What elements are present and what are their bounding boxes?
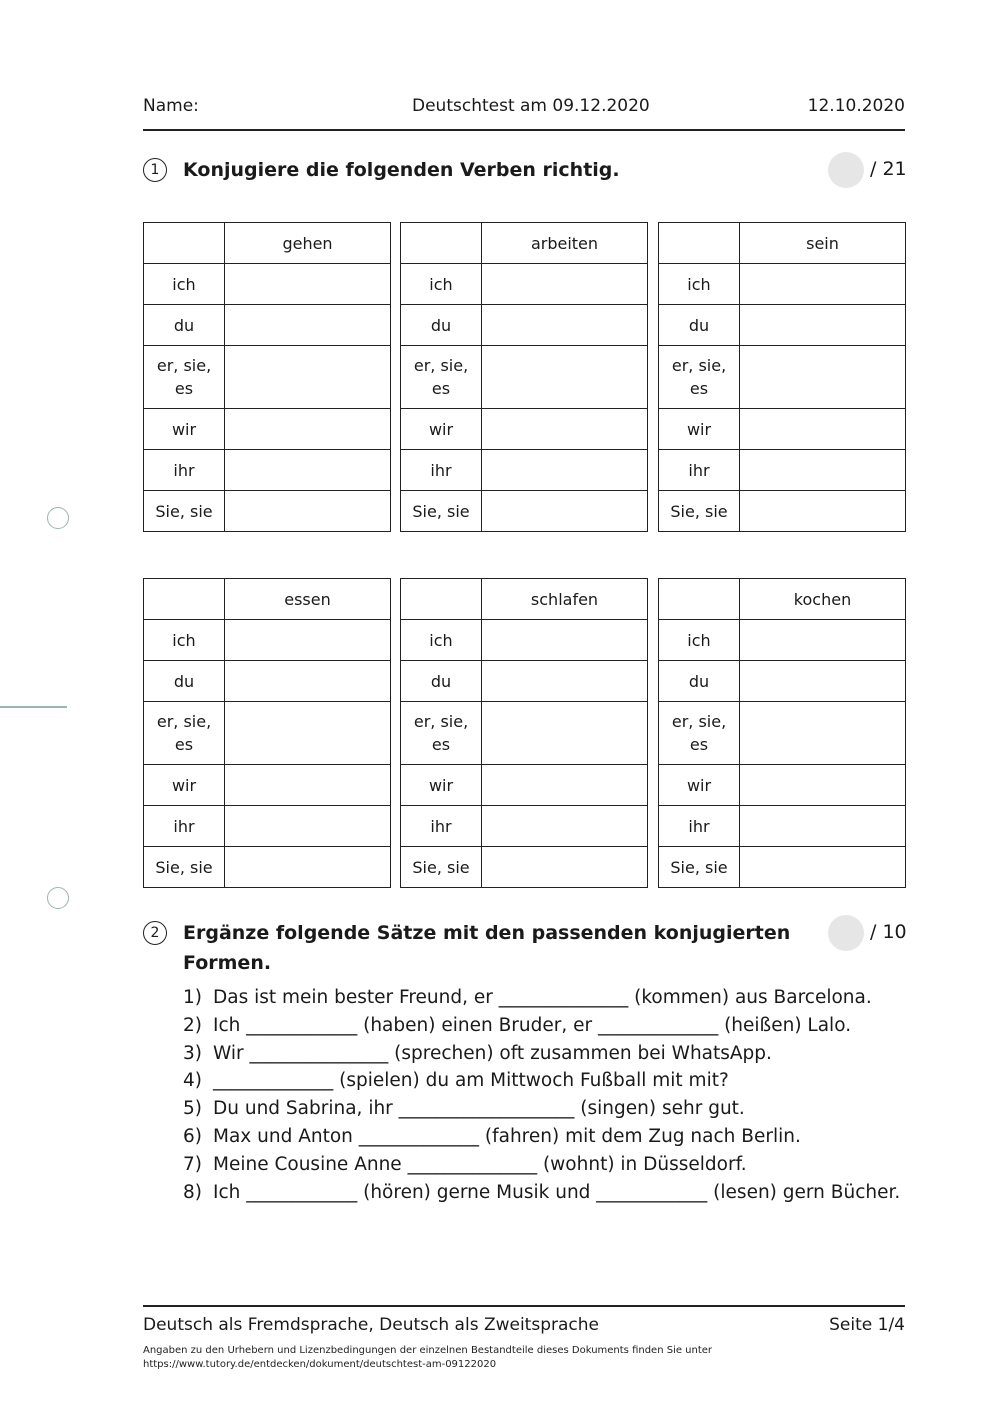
pronoun-cell — [144, 847, 225, 888]
pronoun-cell — [401, 702, 482, 765]
answer-cell[interactable] — [740, 264, 906, 305]
answer-cell[interactable] — [482, 765, 648, 806]
pronoun-label: er, sie, — [671, 356, 727, 375]
task-1-title: Konjugiere die folgenden Verben richtig. — [183, 159, 620, 181]
verb-header: kochen — [740, 579, 906, 620]
sentence-text[interactable]: Das ist mein bester Freund, er ______________ (kommen) aus Barcelona. — [213, 987, 872, 1008]
answer-cell[interactable] — [225, 702, 391, 765]
pronoun-label: du — [173, 315, 195, 335]
pronoun-cell — [659, 847, 740, 888]
pronoun-cell — [144, 702, 225, 765]
max-score-2: / 10 — [870, 921, 907, 943]
answer-cell[interactable] — [740, 806, 906, 847]
document-date: 12.10.2020 — [807, 96, 905, 116]
answer-cell[interactable] — [740, 661, 906, 702]
answer-cell[interactable] — [225, 264, 391, 305]
conjugation-table — [143, 578, 391, 888]
pronoun-label: er, sie, — [156, 712, 212, 731]
punch-hole-mark — [47, 887, 69, 909]
answer-cell[interactable] — [740, 346, 906, 409]
pronoun-cell — [144, 409, 225, 450]
answer-cell[interactable] — [482, 305, 648, 346]
answer-cell[interactable] — [225, 346, 391, 409]
sentence-number: 8) — [183, 1181, 202, 1203]
pronoun-cell — [401, 661, 482, 702]
pronoun-label: Sie, sie — [412, 857, 470, 877]
pronoun-cell — [144, 450, 225, 491]
task-2-title-line: Ergänze folgende Sätze mit den passenden konjugierten — [183, 922, 791, 944]
pronoun-label: er, sie, — [671, 712, 727, 731]
pronoun-label: Sie, sie — [670, 501, 728, 521]
pronoun-label: du — [173, 671, 195, 691]
pronoun-label: ihr — [173, 816, 195, 836]
footer-page-number: Seite 1/4 — [829, 1315, 905, 1335]
sentence-number: 4) — [183, 1070, 202, 1092]
answer-cell[interactable] — [482, 806, 648, 847]
answer-cell[interactable] — [225, 806, 391, 847]
answer-cell[interactable] — [225, 661, 391, 702]
sentence-text[interactable]: Ich ____________ (hören) gerne Musik und ____________ (lesen) gern Bücher. — [213, 1181, 901, 1203]
name-label: Name: — [143, 96, 199, 116]
pronoun-label: es — [174, 379, 194, 398]
table-corner-cell — [401, 223, 482, 264]
answer-cell[interactable] — [482, 450, 648, 491]
pronoun-label: er, sie, — [156, 356, 212, 375]
header-rule — [143, 129, 905, 131]
answer-cell[interactable] — [482, 661, 648, 702]
pronoun-label: du — [430, 671, 452, 691]
pronoun-label: du — [688, 315, 710, 335]
pronoun-cell — [401, 264, 482, 305]
pronoun-label: ich — [172, 274, 196, 294]
sentence-text[interactable]: Wir _______________ (sprechen) oft zusammen bei WhatsApp. — [213, 1042, 772, 1064]
conjugation-table — [400, 578, 648, 888]
pronoun-cell — [659, 806, 740, 847]
sentence-text[interactable]: Max und Anton _____________ (fahren) mit dem Zug nach Berlin. — [213, 1125, 801, 1147]
answer-cell[interactable] — [225, 305, 391, 346]
sentence-item — [183, 1123, 900, 1151]
pronoun-label: er, sie, — [413, 712, 469, 731]
pronoun-label: du — [430, 315, 452, 335]
pronoun-label: ich — [429, 630, 453, 650]
pronoun-label: ich — [429, 274, 453, 294]
answer-cell[interactable] — [482, 491, 648, 532]
task-number-1: 1 — [143, 158, 167, 182]
sentence-list — [183, 984, 900, 1206]
pronoun-label: es — [689, 735, 709, 754]
answer-cell[interactable] — [225, 847, 391, 888]
pronoun-cell — [659, 491, 740, 532]
pronoun-label: ich — [172, 630, 196, 650]
pronoun-cell — [144, 346, 225, 409]
pronoun-cell — [659, 661, 740, 702]
answer-cell[interactable] — [225, 450, 391, 491]
task-number-2: 2 — [143, 921, 167, 945]
pronoun-label: wir — [686, 775, 712, 795]
verb-header: arbeiten — [482, 223, 648, 264]
pronoun-cell — [659, 305, 740, 346]
pronoun-cell — [144, 620, 225, 661]
pronoun-cell — [144, 661, 225, 702]
pronoun-label: ich — [687, 630, 711, 650]
pronoun-cell — [401, 847, 482, 888]
answer-cell[interactable] — [225, 491, 391, 532]
verb-header: sein — [740, 223, 906, 264]
score-field-2[interactable] — [828, 915, 864, 951]
pronoun-cell — [401, 450, 482, 491]
sentence-number: 6) — [183, 1125, 202, 1147]
pronoun-cell — [401, 305, 482, 346]
answer-cell[interactable] — [740, 847, 906, 888]
table-corner-cell — [401, 579, 482, 620]
sentence-text[interactable]: Meine Cousine Anne ______________ (wohnt) in Düsseldorf. — [213, 1153, 747, 1175]
sentence-item — [183, 1095, 900, 1123]
pronoun-cell — [659, 264, 740, 305]
sentence-number: 7) — [183, 1153, 202, 1175]
answer-cell[interactable] — [225, 765, 391, 806]
footer-subject: Deutsch als Fremdsprache, Deutsch als Zweitsprache — [143, 1315, 599, 1335]
sentence-item — [183, 1040, 900, 1068]
pronoun-cell — [401, 491, 482, 532]
answer-cell[interactable] — [482, 847, 648, 888]
pronoun-cell — [659, 450, 740, 491]
pronoun-cell — [144, 765, 225, 806]
pronoun-cell — [144, 806, 225, 847]
sentence-number: 2) — [183, 1014, 202, 1036]
max-score-1: / 21 — [870, 158, 907, 180]
pronoun-label: ihr — [688, 460, 710, 480]
pronoun-cell — [659, 702, 740, 765]
license-url[interactable]: https://www.tutory.de/entdecken/dokument/deutschtest-am-09122020 — [143, 1359, 497, 1370]
pronoun-cell — [401, 409, 482, 450]
table-corner-cell — [144, 223, 225, 264]
pronoun-label: du — [688, 671, 710, 691]
pronoun-label: es — [689, 379, 709, 398]
pronoun-cell — [401, 620, 482, 661]
pronoun-label: wir — [686, 419, 712, 439]
pronoun-label: ich — [687, 274, 711, 294]
sentence-text[interactable]: Du und Sabrina, ihr ___________________ (singen) sehr gut. — [213, 1098, 745, 1120]
pronoun-cell — [659, 765, 740, 806]
pronoun-cell — [659, 346, 740, 409]
pronoun-cell — [401, 346, 482, 409]
answer-cell[interactable] — [740, 765, 906, 806]
pronoun-label: wir — [171, 775, 197, 795]
answer-cell[interactable] — [482, 346, 648, 409]
pronoun-label: er, sie, — [413, 356, 469, 375]
task-2-title — [183, 918, 790, 978]
pronoun-label: wir — [428, 419, 454, 439]
pronoun-label: ihr — [430, 816, 452, 836]
pronoun-label: ihr — [688, 816, 710, 836]
pronoun-cell — [659, 409, 740, 450]
pronoun-label: Sie, sie — [155, 857, 213, 877]
sentence-number: 3) — [183, 1042, 202, 1064]
answer-cell[interactable] — [740, 450, 906, 491]
pronoun-cell — [144, 264, 225, 305]
verb-header: gehen — [225, 223, 391, 264]
sentence-number: 5) — [183, 1098, 202, 1120]
answer-cell[interactable] — [740, 305, 906, 346]
sentence-text[interactable]: Ich ____________ (haben) einen Bruder, er _____________ (heißen) Lalo. — [213, 1014, 852, 1036]
pronoun-cell — [401, 765, 482, 806]
conjugation-table — [143, 222, 391, 532]
task-2-title-line: Formen. — [183, 952, 272, 974]
table-corner-cell — [659, 579, 740, 620]
pronoun-cell — [144, 491, 225, 532]
pronoun-label: Sie, sie — [155, 501, 213, 521]
answer-cell[interactable] — [740, 702, 906, 765]
score-field-1[interactable] — [828, 152, 864, 188]
sentence-item — [183, 1012, 900, 1040]
sentence-text[interactable]: _____________ (spielen) du am Mittwoch Fußball mit mit? — [213, 1070, 729, 1092]
conjugation-table — [400, 222, 648, 532]
sentence-number: 1) — [183, 987, 202, 1008]
answer-cell[interactable] — [740, 620, 906, 661]
pronoun-cell — [659, 620, 740, 661]
answer-cell[interactable] — [482, 409, 648, 450]
answer-cell[interactable] — [225, 409, 391, 450]
pronoun-cell — [144, 305, 225, 346]
answer-cell[interactable] — [482, 264, 648, 305]
punch-hole-mark — [47, 507, 69, 529]
verb-header: essen — [225, 579, 391, 620]
pronoun-label: Sie, sie — [412, 501, 470, 521]
pronoun-label: es — [431, 735, 451, 754]
answer-cell[interactable] — [482, 620, 648, 661]
pronoun-cell — [401, 806, 482, 847]
answer-cell[interactable] — [225, 620, 391, 661]
pronoun-label: Sie, sie — [670, 857, 728, 877]
table-corner-cell — [144, 579, 225, 620]
table-corner-cell — [659, 223, 740, 264]
answer-cell[interactable] — [482, 702, 648, 765]
pronoun-label: es — [174, 735, 194, 754]
pronoun-label: wir — [428, 775, 454, 795]
fold-mark — [0, 706, 67, 708]
sentence-item — [183, 1179, 900, 1207]
sentence-item — [183, 1067, 900, 1095]
license-note: Angaben zu den Urhebern und Lizenzbedingungen der einzelnen Bestandteile dieses Dokuments finden Sie unter — [143, 1345, 713, 1356]
answer-cell[interactable] — [740, 409, 906, 450]
verb-header: schlafen — [482, 579, 648, 620]
pronoun-label: es — [431, 379, 451, 398]
sentence-item — [183, 1151, 900, 1179]
sentence-item — [183, 984, 900, 1012]
pronoun-label: ihr — [173, 460, 195, 480]
document-title: Deutschtest am 09.12.2020 — [412, 96, 650, 116]
answer-cell[interactable] — [740, 491, 906, 532]
conjugation-table — [658, 222, 906, 532]
pronoun-label: ihr — [430, 460, 452, 480]
footer-rule — [143, 1305, 905, 1307]
pronoun-label: wir — [171, 419, 197, 439]
conjugation-table — [658, 578, 906, 888]
